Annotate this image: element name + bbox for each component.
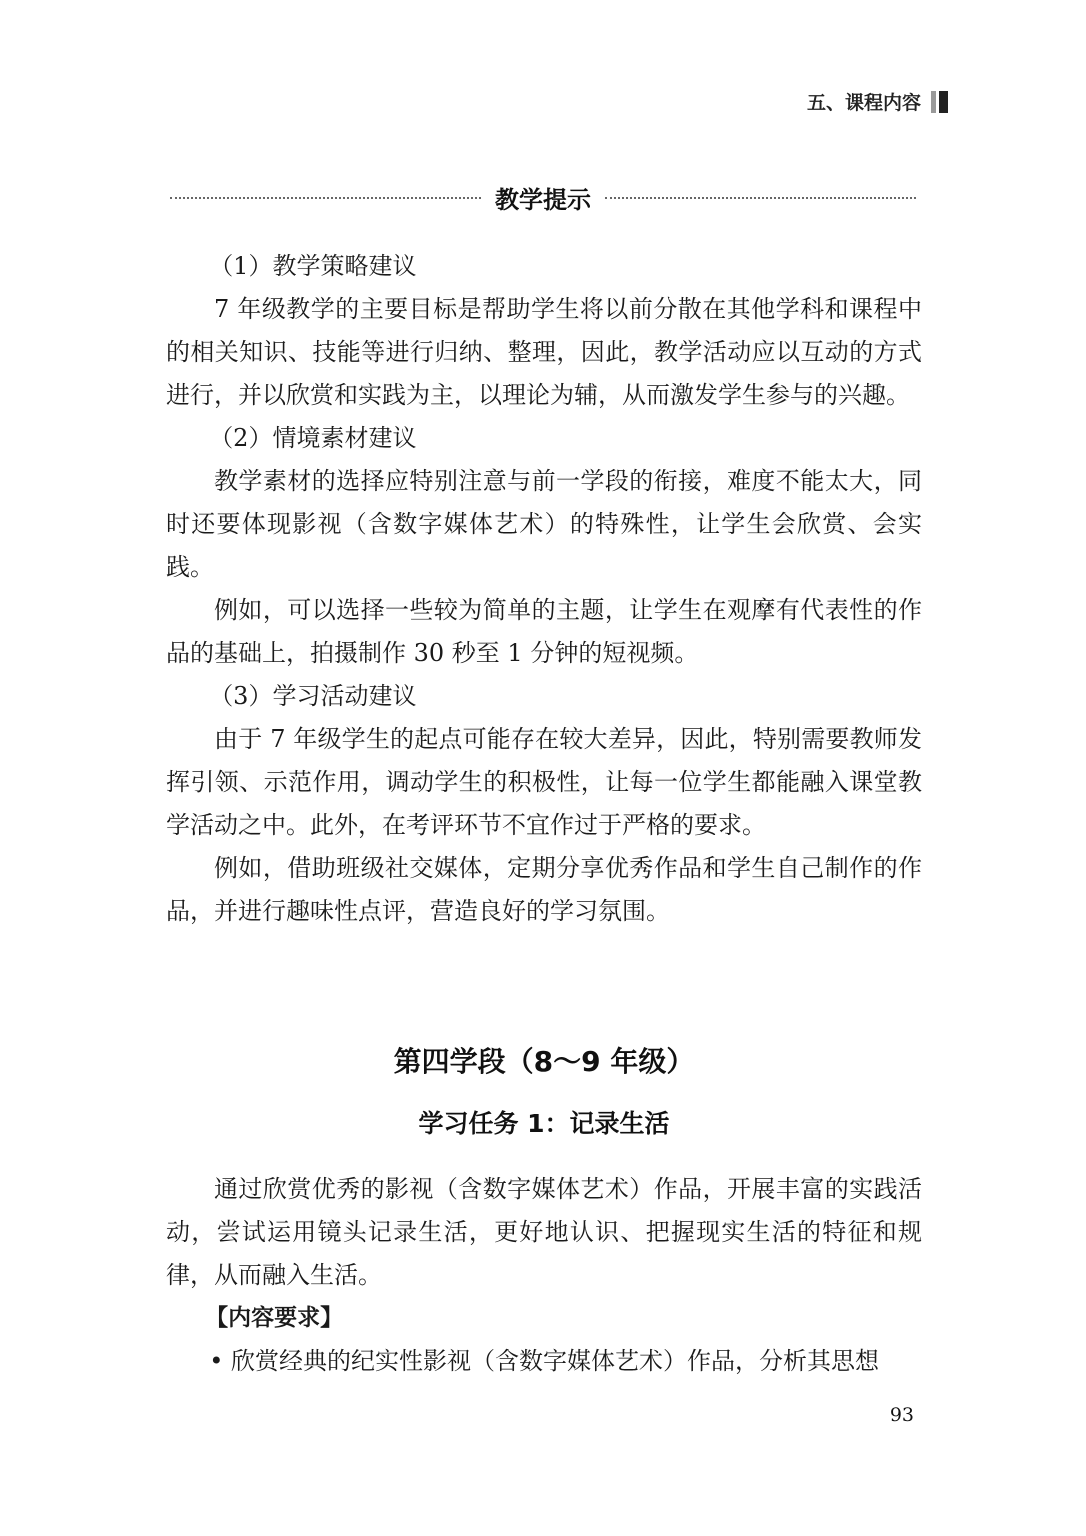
section-divider	[170, 180, 916, 215]
task-body	[166, 1168, 922, 1383]
running-header-title: 五、课程内容	[806, 92, 921, 114]
paragraph-materials: 教学素材的选择应特别注意与前一学段的衔接，难度不能太大，同时还要体现影视（含数字媒体艺术）的特殊性，让学生会欣赏、会实践。	[166, 467, 922, 581]
paragraph-activities: 由于 7 年级学生的起点可能存在较大差异，因此，特别需要教师发挥引领、示范作用，调动学生的积极性，让每一位学生都能融入课堂教学活动之中。此外，在考评环节不宜作过于严格的要求。	[166, 725, 922, 839]
paragraph-activities-example: 例如，借助班级社交媒体，定期分享优秀作品和学生自己制作的作品，并进行趣味性点评，营造良好的学习氛围。	[166, 854, 922, 925]
subhead-materials: （2）情境素材建议	[209, 424, 417, 452]
teaching-tips-body	[166, 245, 922, 933]
divider-dots-right	[605, 197, 916, 199]
running-header	[807, 88, 948, 115]
task-intro: 通过欣赏优秀的影视（含数字媒体艺术）作品，开展丰富的实践活动，尝试运用镜头记录生活，更好地认识、把握现实生活的特征和规律，从而融入生活。	[166, 1175, 922, 1289]
requirements-heading: 【内容要求】	[205, 1305, 344, 1331]
paragraph-materials-example: 例如，可以选择一些较为简单的主题，让学生在观摩有代表性的作品的基础上，拍摄制作 30 秒至 1 分钟的短视频。	[166, 596, 922, 667]
header-bar-mark	[931, 91, 948, 113]
section-title: 教学提示	[495, 186, 591, 214]
page-number: 93	[889, 1404, 914, 1426]
header-bar-light	[931, 91, 936, 113]
subhead-strategy: （1）教学策略建议	[209, 252, 417, 280]
header-bar-dark	[939, 91, 948, 113]
task-title: 学习任务 1：记录生活	[418, 1109, 670, 1138]
paragraph-strategy: 7 年级教学的主要目标是帮助学生将以前分散在其他学科和课程中的相关知识、技能等进行归纳、整理，因此，教学活动应以互动的方式进行，并以欣赏和实践为主，以理论为辅，从而激发学生参与的兴趣。	[166, 295, 922, 409]
divider-dots-left	[170, 197, 481, 199]
stage-title: 第四学段（8～9 年级）	[393, 1045, 695, 1078]
requirement-bullet: • 欣赏经典的纪实性影视（含数字媒体艺术）作品，分析其思想	[209, 1347, 879, 1375]
subhead-activities: （3）学习活动建议	[209, 682, 417, 710]
